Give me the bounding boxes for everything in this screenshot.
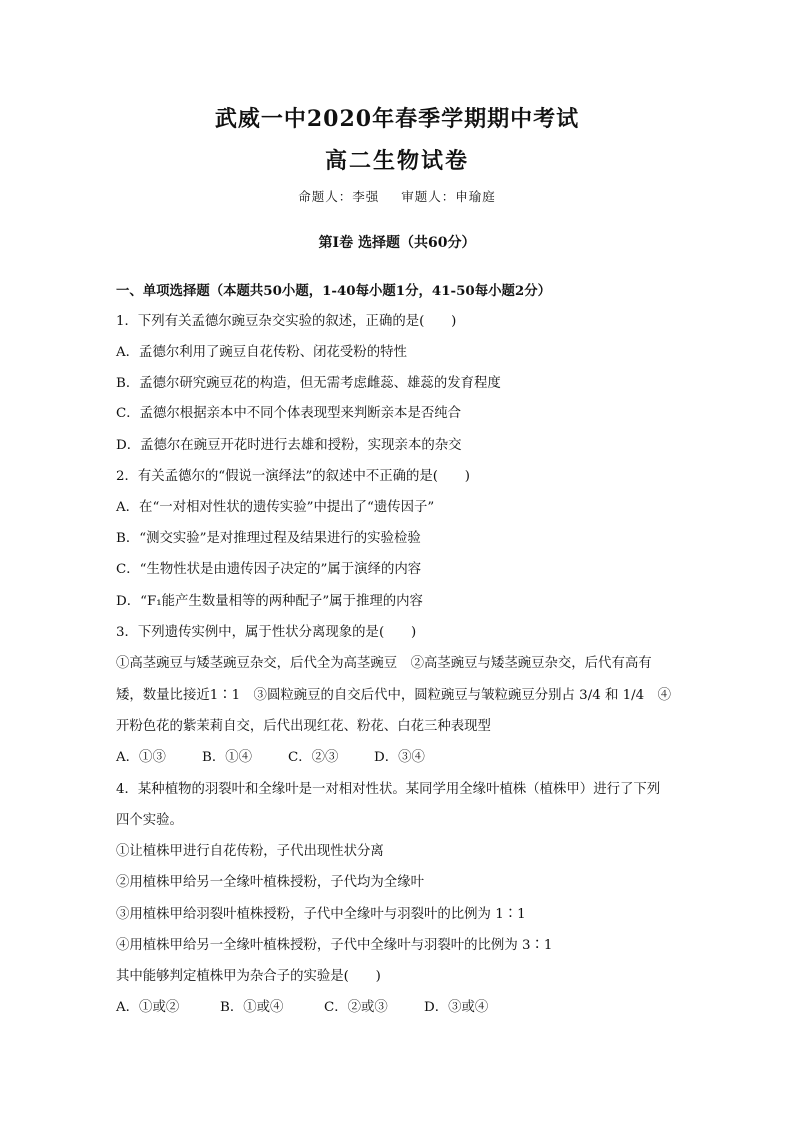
question-body-line: 矮，数量比接近1∶1 ③圆粒豌豆的自交后代中，圆粒豌豆与皱粒豌豆分别占 3/4 和 1/4 ④ bbox=[116, 688, 671, 703]
question-body-line: ④用植株甲给另一全缘叶植株授粉，子代中全缘叶与羽裂叶的比例为 3∶1 bbox=[116, 938, 553, 953]
option-b: B．①④ bbox=[202, 750, 253, 765]
option-b: B．“测交实验”是对推理过程及结果进行的实验检验 bbox=[116, 531, 421, 546]
author-name: 命题人：李强 bbox=[298, 189, 380, 204]
question-body-line: ①高茎豌豆与矮茎豌豆杂交，后代全为高茎豌豆 ②高茎豌豆与矮茎豌豆杂交，后代有高有 bbox=[116, 656, 652, 671]
question-body-line: ②用植株甲给另一全缘叶植株授粉，子代均为全缘叶 bbox=[116, 875, 424, 890]
question-body-line: 其中能够判定植株甲为杂合子的实验是( ) bbox=[116, 969, 381, 984]
question-stem: 4．某种植物的羽裂叶和全缘叶是一对相对性状。某同学用全缘叶植株（植株甲）进行了下列 bbox=[116, 782, 661, 797]
option-c: C．孟德尔根据亲本中不同个体表现型来判断亲本是否纯合 bbox=[116, 406, 462, 421]
part-title: 第Ⅰ卷 选择题（共60分） bbox=[318, 235, 476, 251]
question-body-line: 开粉色花的紫茉莉自交，后代出现红花、粉花、白花三种表现型 bbox=[116, 719, 491, 734]
option-a: A．在“一对相对性状的遗传实验”中提出了“遗传因子” bbox=[116, 500, 435, 515]
option-b: B．孟德尔研究豌豆花的构造，但无需考虑雌蕊、雄蕊的发育程度 bbox=[116, 376, 501, 391]
question-stem: 2．有关孟德尔的“假说一演绎法”的叙述中不正确的是( ) bbox=[116, 469, 471, 484]
question-body-line: ①让植株甲进行自花传粉，子代出现性状分离 bbox=[116, 844, 384, 859]
option-b: B．①或④ bbox=[220, 1000, 284, 1015]
option-d: D．孟德尔在豌豆开花时进行去雄和授粉，实现亲本的杂交 bbox=[116, 438, 462, 453]
option-d: D．③④ bbox=[374, 750, 425, 765]
option-c: C．②③ bbox=[288, 750, 339, 765]
question-stem-continued: 四个实验。 bbox=[116, 813, 183, 828]
exam-subtitle: 高二生物试卷 bbox=[324, 148, 469, 174]
authors-line bbox=[0, 187, 794, 205]
options-row bbox=[116, 750, 425, 766]
option-a: A．①或② bbox=[116, 1000, 180, 1015]
option-c: C．“生物性状是由遗传因子决定的”属于演绎的内容 bbox=[116, 562, 422, 577]
option-a: A．孟德尔利用了豌豆自花传粉、闭花受粉的特性 bbox=[116, 345, 407, 360]
reviewer-name: 审题人：申瑜庭 bbox=[401, 189, 496, 204]
option-c: C．②或③ bbox=[324, 1000, 388, 1015]
question-body-line: ③用植株甲给羽裂叶植株授粉，子代中全缘叶与羽裂叶的比例为 1∶1 bbox=[116, 907, 526, 922]
question-stem: 3．下列遗传实例中，属于性状分离现象的是( ) bbox=[116, 625, 417, 640]
option-d: D．“F₁能产生数量相等的两种配子”属于推理的内容 bbox=[116, 594, 423, 609]
options-row bbox=[116, 1000, 488, 1016]
section-heading: 一、单项选择题（本题共50小题，1-40每小题1分，41-50每小题2分） bbox=[116, 283, 551, 299]
question-stem: 1．下列有关孟德尔豌豆杂交实验的叙述，正确的是( ) bbox=[116, 314, 457, 329]
option-d: D．③或④ bbox=[424, 1000, 489, 1015]
option-a: A．①③ bbox=[116, 750, 166, 765]
exam-title: 武威一中2020年春季学期期中考试 bbox=[214, 106, 580, 132]
